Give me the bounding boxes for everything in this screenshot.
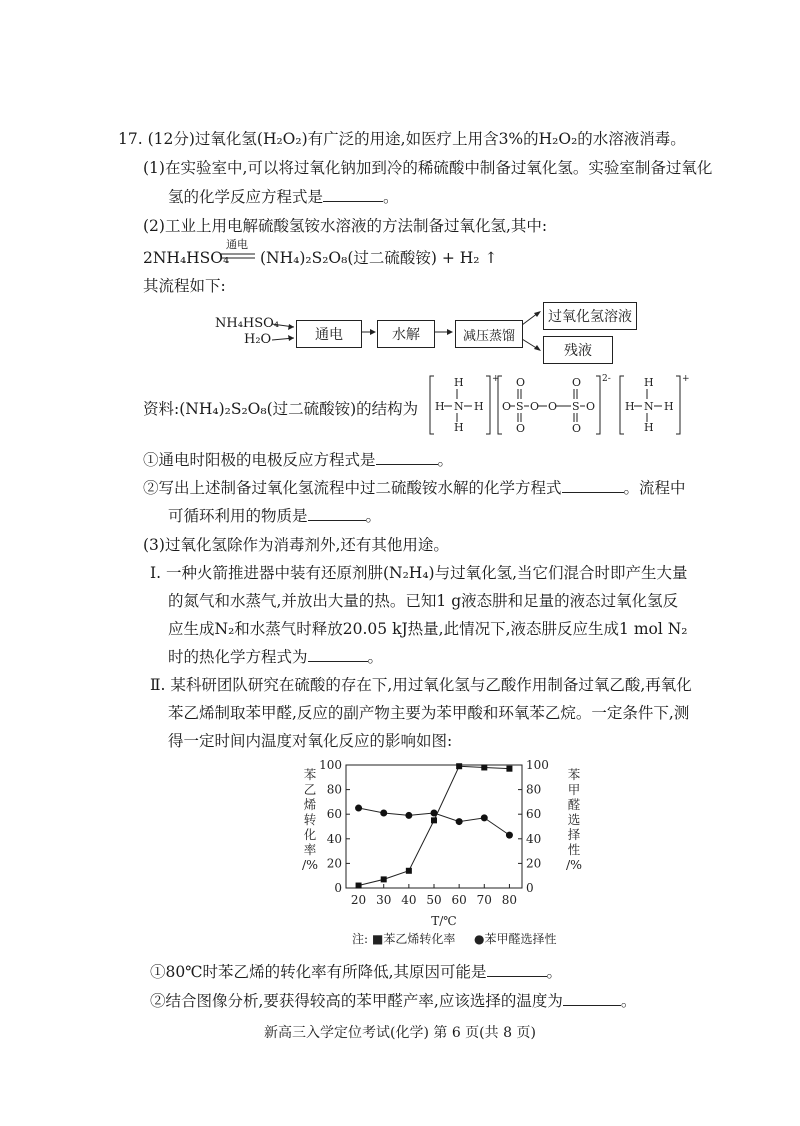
part3: (3)过氧化氢除作为消毒剂外,还有其他用途。	[143, 536, 449, 554]
struct-h: H	[454, 376, 464, 389]
ammonium-persulfate-structure	[420, 372, 692, 438]
sub2-cont-text: 可循环利用的物质是	[168, 507, 308, 525]
page-footer: 新高三入学定位考试(化学) 第 6 页(共 8 页)	[264, 1025, 536, 1041]
struct-o: O	[516, 422, 526, 435]
y-label-left-char: 率	[303, 842, 317, 857]
y-tick-label-right: 80	[526, 782, 542, 797]
struct-o: O	[572, 376, 582, 389]
data-point-conversion	[381, 876, 387, 882]
part1-line2	[168, 187, 399, 207]
data-point-conversion	[406, 868, 412, 874]
y-tick-label-left: 80	[326, 782, 342, 797]
y-label-left-char: 转	[303, 812, 317, 827]
structure-intro: 资料:(NH₄)₂S₂O₈(过二硫酸铵)的结构为	[143, 400, 419, 418]
period: 。	[437, 451, 454, 469]
sub1-text: ①通电时阳极的电极反应方程式是	[143, 451, 376, 469]
y-label-right-char: 甲	[567, 782, 581, 797]
y-tick-label-right: 40	[526, 831, 542, 846]
x-tick-label: 40	[401, 893, 417, 907]
data-point-conversion	[481, 764, 487, 770]
data-point-selectivity	[355, 805, 362, 812]
x-tick-label: 50	[426, 893, 442, 907]
data-point-conversion	[506, 766, 512, 772]
struct-n: N	[454, 400, 464, 413]
period: 。	[367, 648, 384, 666]
struct-h: H	[644, 376, 654, 389]
y-label-left-char: /%	[301, 857, 319, 872]
flow-intro: 其流程如下:	[143, 277, 226, 295]
x-tick-label: 30	[376, 893, 392, 907]
flow-input-h2o: H₂O	[244, 332, 272, 347]
y-axis-left-label	[302, 767, 318, 872]
struct-n: N	[644, 400, 654, 413]
struct-h: H	[625, 400, 635, 413]
temperature-effect-chart	[296, 755, 596, 950]
data-point-selectivity	[456, 818, 463, 825]
answer-blank-3[interactable]	[562, 478, 624, 493]
flow-input-nh4hso4: NH₄HSO₄	[215, 316, 280, 331]
data-point-selectivity	[431, 809, 438, 816]
equation-arrow	[220, 252, 256, 260]
flow-output-h2o2: 过氧化氢溶液	[543, 302, 637, 330]
question-stem: 17. (12分)过氧化氢(H₂O₂)有广泛的用途,如医疗上用含3%的H₂O₂的水溶液消毒。	[118, 130, 686, 148]
chart-note-prefix: 注:	[352, 932, 369, 946]
x-tick-label: 60	[451, 893, 467, 907]
answer-blank-2[interactable]	[376, 450, 438, 465]
struct-h: H	[664, 400, 674, 413]
y-label-right-char: 选	[567, 812, 581, 827]
series-line-square	[359, 766, 510, 885]
data-point-conversion	[431, 817, 437, 823]
data-point-selectivity	[380, 809, 387, 816]
flow-step-hydrolysis: 水解	[377, 320, 435, 348]
flow-output-residue: 残液	[543, 336, 613, 364]
chart-series	[355, 763, 513, 888]
struct-o: O	[548, 400, 558, 413]
period: 。	[365, 507, 382, 525]
struct-charge-plus: +	[682, 374, 690, 384]
equation-left: 2NH₄HSO₄	[143, 249, 230, 267]
struct-o: O	[530, 400, 540, 413]
part3-ii-line1: Ⅱ. 某科研团队研究在硫酸的存在下,用过氧化氢与乙酸作用制备过氧乙酸,再氧化	[150, 676, 692, 694]
data-point-selectivity	[481, 814, 488, 821]
part2-line1: (2)工业上用电解硫酸氢铵水溶液的方法制备过氧化氢,其中:	[143, 217, 548, 235]
y-label-left-char: 苯	[303, 767, 317, 782]
y-tick-label-left: 0	[334, 881, 342, 895]
struct-h: H	[644, 421, 654, 434]
part1-text: 氢的化学反应方程式是	[168, 188, 324, 206]
x-tick-label: 20	[350, 893, 367, 907]
struct-h: H	[435, 400, 445, 413]
data-point-selectivity	[405, 812, 412, 819]
data-point-conversion	[356, 883, 362, 889]
data-point-selectivity	[506, 832, 513, 839]
y-label-right-char: 苯	[567, 767, 581, 782]
part3-ii-line2: 苯乙烯制取苯甲醛,反应的副产物主要为苯甲酸和环氧苯乙烷。一定条件下,测	[168, 704, 690, 722]
chart-axes	[319, 758, 549, 907]
struct-o: O	[502, 400, 512, 413]
part3-i-line2: 的氮气和水蒸气,并放出大量的热。已知1 g液态肼和足量的液态过氧化氢反	[168, 592, 679, 610]
part3-i-line3: 应生成N₂和水蒸气时释放20.05 kJ热量,此情况下,液态肼反应生成1 mol N₂	[168, 620, 688, 638]
y-tick-label-right: 60	[526, 807, 542, 822]
y-label-left-char: 化	[303, 827, 317, 842]
struct-charge-2minus: 2-	[602, 374, 611, 384]
part3-i-line4	[168, 647, 383, 667]
y-label-left-char: 烯	[303, 797, 317, 812]
sub2-text: ②写出上述制备过氧化氢流程中过二硫酸铵水解的化学方程式	[143, 479, 562, 497]
struct-o: O	[572, 422, 582, 435]
struct-s: S	[572, 400, 580, 413]
y-label-right-char: 择	[567, 827, 581, 842]
y-label-left-char: 乙	[303, 782, 317, 797]
struct-h: H	[474, 400, 484, 413]
answer-blank-7[interactable]	[563, 991, 621, 1006]
answer-blank-4[interactable]	[308, 506, 366, 521]
data-point-conversion	[456, 763, 462, 769]
period: 。	[546, 963, 563, 981]
period: 。	[620, 992, 637, 1010]
y-tick-label-right: 100	[526, 758, 549, 772]
sub2-tail: 。流程中	[623, 479, 686, 497]
y-axis-right-label	[566, 767, 582, 872]
answer-blank-1[interactable]	[323, 187, 383, 202]
struct-s: S	[516, 400, 524, 413]
part3-ii-line3: 得一定时间内温度对氧化反应的影响如图:	[168, 732, 453, 750]
equation-condition: 通电	[226, 238, 248, 251]
x-axis-label: T/℃	[431, 914, 457, 928]
x-tick-label: 70	[476, 893, 492, 907]
struct-o: O	[516, 376, 526, 389]
y-tick-label-left: 60	[326, 807, 342, 822]
y-label-right-char: 性	[567, 842, 581, 857]
plot-frame	[346, 765, 522, 888]
part3-i-text: 时的热化学方程式为	[168, 648, 308, 666]
x-tick-label: 80	[501, 893, 518, 907]
answer-blank-6[interactable]	[487, 962, 547, 977]
struct-o: O	[586, 400, 596, 413]
equation-right: (NH₄)₂S₂O₈(过二硫酸铵) + H₂ ↑	[260, 249, 498, 267]
struct-charge-plus: +	[492, 374, 500, 384]
answer-blank-5[interactable]	[308, 647, 368, 662]
legend-conversion: ■苯乙烯转化率	[372, 932, 456, 946]
y-tick-label-left: 100	[319, 758, 342, 772]
part3-i-line1: Ⅰ. 一种火箭推进器中装有还原剂肼(N₂H₄)与过氧化氢,当它们混合时即产生大量	[150, 564, 688, 582]
flow-step-electrolysis: 通电	[296, 320, 362, 348]
sub-question-2-cont	[168, 506, 381, 526]
c2-text: ②结合图像分析,要获得较高的苯甲醛产率,应该选择的温度为	[150, 992, 563, 1010]
part1-line1: (1)在实验室中,可以将过氧化钠加到冷的稀硫酸中制备过氧化氢。实验室制备过氧化	[143, 159, 713, 177]
y-label-right-char: /%	[565, 857, 583, 872]
legend-selectivity: ●苯甲醛选择性	[474, 932, 557, 946]
chart-question-2	[150, 991, 636, 1011]
sub-question-1	[143, 450, 453, 470]
y-label-right-char: 醛	[567, 797, 581, 812]
y-tick-label-left: 40	[326, 831, 342, 846]
y-tick-label-left: 20	[326, 856, 342, 871]
struct-h: H	[454, 421, 464, 434]
flow-step-distillation: 减压蒸馏	[455, 320, 523, 348]
y-tick-label-right: 20	[526, 856, 542, 871]
period: 。	[383, 188, 399, 206]
c1-text: ①80℃时苯乙烯的转化率有所降低,其原因可能是	[150, 963, 487, 981]
chart-question-1	[150, 962, 562, 982]
sub-question-2	[143, 478, 686, 498]
y-tick-label-right: 0	[526, 881, 534, 895]
